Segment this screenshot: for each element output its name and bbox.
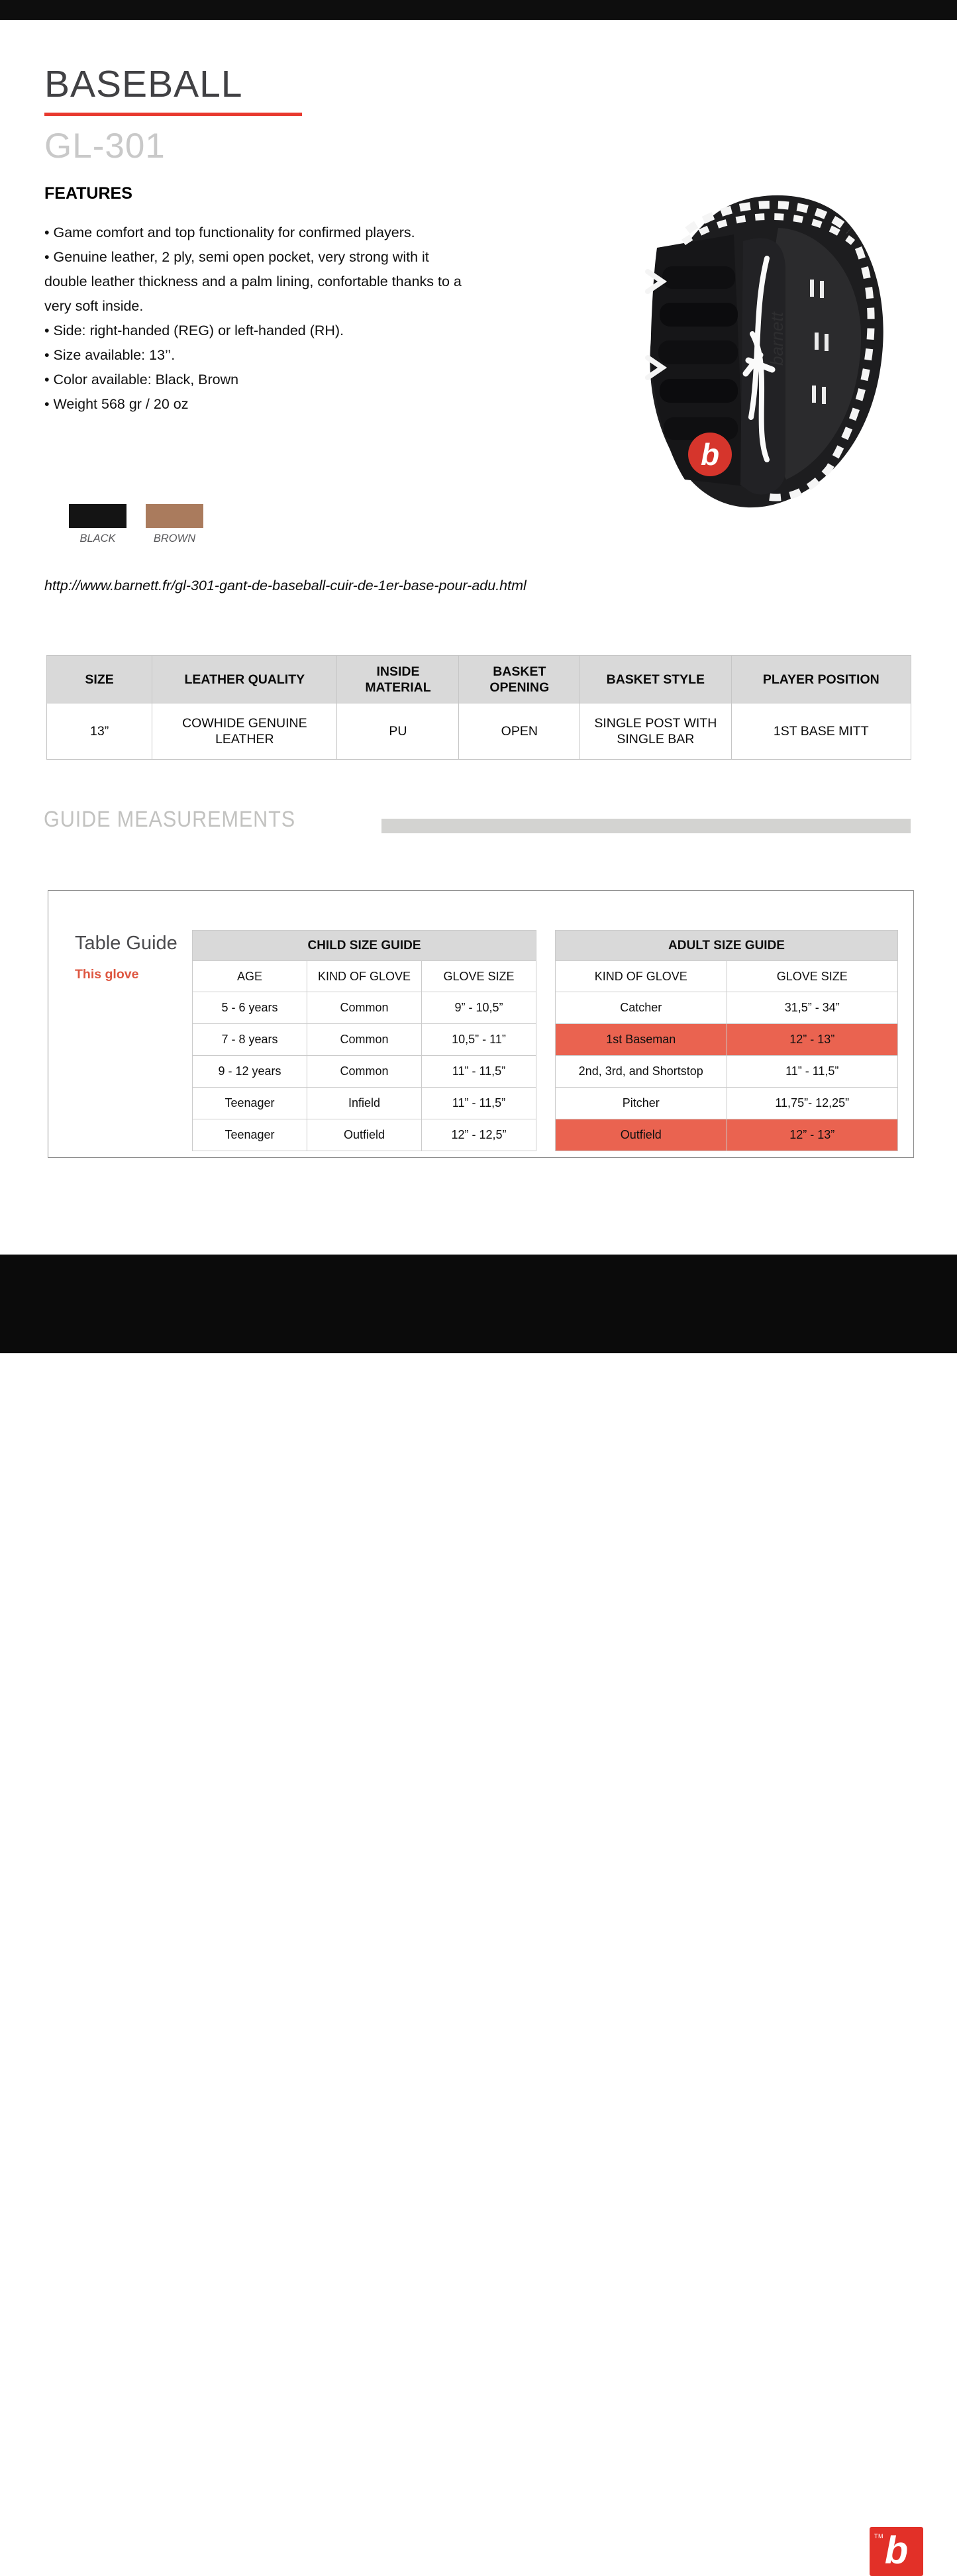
product-photo-glove — [609, 167, 901, 525]
cell-size: 31,5” - 34” — [727, 992, 898, 1024]
cell-age: 9 - 12 years — [193, 1056, 307, 1088]
spec-value-player-position: 1ST BASE MITT — [731, 703, 911, 760]
child-header-row — [193, 961, 536, 992]
adult-header-kind: KIND OF GLOVE — [556, 961, 727, 992]
cell-size: 10,5” - 11” — [422, 1024, 536, 1056]
child-size-guide-caption: CHILD SIZE GUIDE — [193, 931, 536, 961]
table-row-highlighted — [556, 1024, 898, 1056]
features-heading: FEATURES — [44, 184, 132, 203]
cell-kind: Common — [307, 1024, 422, 1056]
adult-size-guide-caption: ADULT SIZE GUIDE — [556, 931, 898, 961]
cell-kind: Pitcher — [556, 1088, 727, 1119]
feature-item: • Weight 568 gr / 20 oz — [44, 396, 189, 412]
cell-kind: Outfield — [307, 1119, 422, 1151]
feature-item: • Game comfort and top functionality for confirmed players. — [44, 225, 415, 240]
glove-illustration — [609, 167, 901, 525]
table-row — [193, 1119, 536, 1151]
spec-value-leather-quality: COWHIDE GENUINE LEATHER — [152, 703, 337, 760]
spec-header-leather-quality: LEATHER QUALITY — [152, 656, 337, 703]
trademark-label: TM — [874, 2533, 883, 2540]
spec-header-size: SIZE — [47, 656, 152, 703]
glove-logo-patch — [688, 433, 732, 476]
top-black-bar — [0, 0, 957, 20]
table-row — [556, 992, 898, 1024]
child-caption-row — [193, 931, 536, 961]
color-swatch-brown — [146, 504, 203, 545]
cell-age: 5 - 6 years — [193, 992, 307, 1024]
cell-size: 12” - 13” — [727, 1024, 898, 1056]
table-row — [556, 1088, 898, 1119]
table-row — [193, 1024, 536, 1056]
features-list — [44, 221, 468, 417]
child-header-kind: KIND OF GLOVE — [307, 961, 422, 992]
table-row — [193, 992, 536, 1024]
black-color-label: BLACK — [79, 533, 116, 544]
child-size-guide-table — [192, 930, 536, 1151]
adult-size-guide-table — [555, 930, 898, 1151]
guide-measurements-heading: GUIDE MEASUREMENTS — [44, 807, 296, 832]
cell-age: Teenager — [193, 1088, 307, 1119]
feature-item: • Size available: 13’’. — [44, 347, 176, 363]
cell-size: 12” - 13” — [727, 1119, 898, 1151]
glove-emboss-text: barnett — [767, 312, 787, 366]
table-row — [556, 1056, 898, 1088]
table-row-highlighted — [556, 1119, 898, 1151]
this-glove-legend: This glove — [75, 967, 139, 982]
title-underline — [44, 113, 302, 116]
spec-value-basket-opening: OPEN — [459, 703, 580, 760]
cell-age: Teenager — [193, 1119, 307, 1151]
footer-black-bar — [0, 1255, 957, 2572]
spec-header-player-position: PLAYER POSITION — [731, 656, 911, 703]
cell-kind: Outfield — [556, 1119, 727, 1151]
black-color-chip — [69, 504, 126, 528]
cell-size: 11” - 11,5” — [422, 1056, 536, 1088]
barnett-b-icon: b — [884, 2528, 909, 2572]
cell-size: 11” - 11,5” — [727, 1056, 898, 1088]
adult-header-row — [556, 961, 898, 992]
spec-header-basket-style: BASKET STYLE — [580, 656, 731, 703]
guide-measurements-bar — [381, 819, 911, 833]
spec-value-basket-style: SINGLE POST WITH SINGLE BAR — [580, 703, 731, 760]
spec-header-basket-opening: BASKET OPENING — [459, 656, 580, 703]
cell-kind: Common — [307, 1056, 422, 1088]
adult-header-size: GLOVE SIZE — [727, 961, 898, 992]
model-number: GL-301 — [44, 127, 166, 166]
cell-size: 12” - 12,5” — [422, 1119, 536, 1151]
spec-value-size: 13” — [47, 703, 152, 760]
feature-item: • Side: right-handed (REG) or left-handed (RH). — [44, 323, 344, 338]
table-row — [193, 1056, 536, 1088]
spec-value-row — [47, 703, 911, 760]
cell-age: 7 - 8 years — [193, 1024, 307, 1056]
spec-value-inside-material: PU — [337, 703, 459, 760]
child-header-age: AGE — [193, 961, 307, 992]
child-header-size: GLOVE SIZE — [422, 961, 536, 992]
cell-size: 9” - 10,5” — [422, 992, 536, 1024]
spec-header-inside-material: INSIDE MATERIAL — [337, 656, 459, 703]
brown-color-chip — [146, 504, 203, 528]
cell-kind: 2nd, 3rd, and Shortstop — [556, 1056, 727, 1088]
cell-size: 11” - 11,5” — [422, 1088, 536, 1119]
cell-kind: Catcher — [556, 992, 727, 1024]
spec-header-row — [47, 656, 911, 703]
product-url-link[interactable]: http://www.barnett.fr/gl-301-gant-de-baseball-cuir-de-1er-base-pour-adu.html — [44, 578, 527, 593]
cell-kind: 1st Baseman — [556, 1024, 727, 1056]
adult-caption-row — [556, 931, 898, 961]
table-guide-title: Table Guide — [75, 933, 177, 954]
brown-color-label: BROWN — [153, 533, 196, 544]
feature-item: • Color available: Black, Brown — [44, 372, 239, 387]
color-swatches — [69, 504, 203, 545]
page-title: BASEBALL — [44, 63, 243, 105]
svg-text:b: b — [700, 437, 720, 472]
barnett-logo — [870, 2527, 923, 2576]
color-swatch-black — [69, 504, 126, 545]
spec-table — [46, 655, 911, 760]
cell-size: 11,75”- 12,25” — [727, 1088, 898, 1119]
table-row — [193, 1088, 536, 1119]
cell-kind: Infield — [307, 1088, 422, 1119]
feature-item: • Genuine leather, 2 ply, semi open pocket, very strong with it double leather thickness and a palm lining, confortable thanks to a very soft inside. — [44, 249, 462, 314]
cell-kind: Common — [307, 992, 422, 1024]
